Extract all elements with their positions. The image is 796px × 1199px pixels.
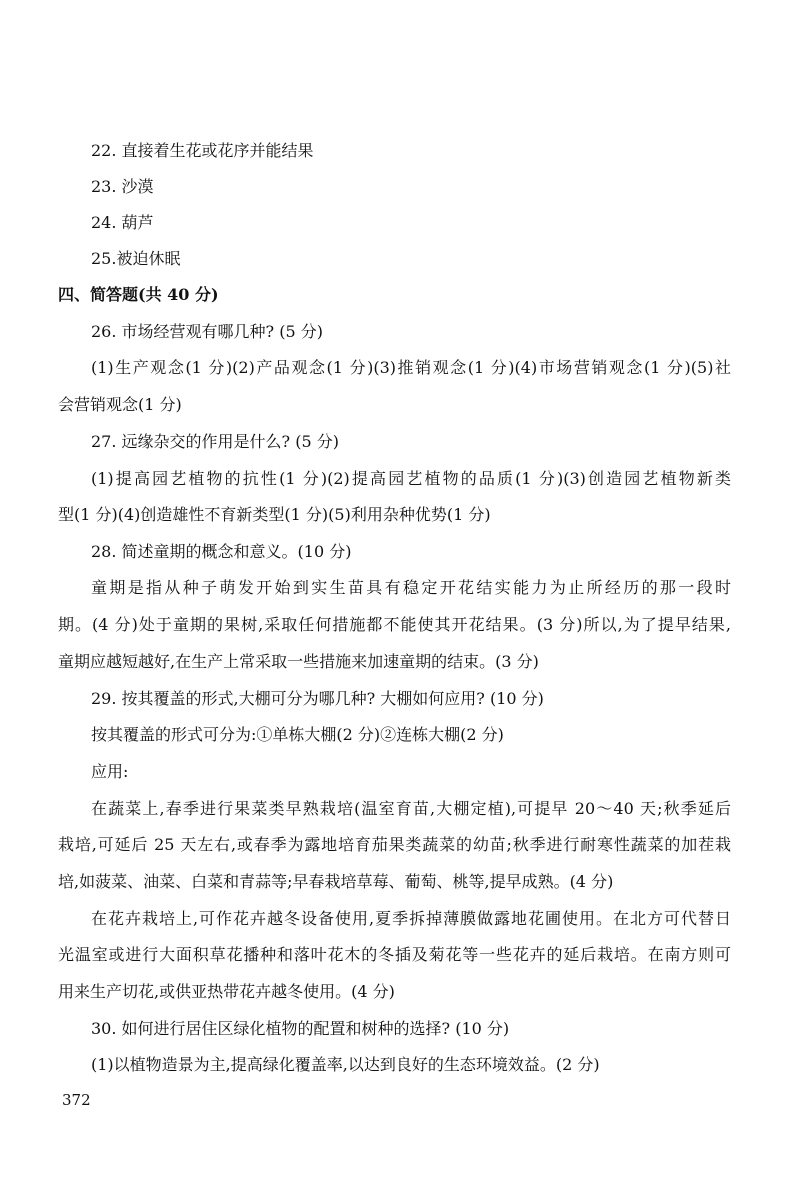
q28-answer-line: 童期是指从种子萌发开始到实生苗具有稳定开花结实能力为止所经历的那一段时 xyxy=(91,578,731,597)
q26-question: 26. 市场经营观有哪几种? (5 分) xyxy=(91,322,323,341)
answer-item-24: 24. 葫芦 xyxy=(91,213,154,232)
q29-para2-line: 在花卉栽培上,可作花卉越冬设备使用,夏季拆掉薄膜做露地花圃使用。在北方可代替日 xyxy=(91,909,731,928)
q27-question: 27. 远缘杂交的作用是什么? (5 分) xyxy=(91,432,339,451)
q29-answer-intro: 按其覆盖的形式可分为:①单栋大棚(2 分)②连栋大棚(2 分) xyxy=(91,725,504,744)
section-heading: 四、简答题(共 40 分) xyxy=(58,285,219,304)
q29-para2-line: 光温室或进行大面积草花播种和落叶花木的冬插及菊花等一些花卉的延后栽培。在南方则可 xyxy=(58,945,731,964)
q27-answer-line: 型(1 分)(4)创造雄性不育新类型(1 分)(5)利用杂种优势(1 分) xyxy=(58,505,491,524)
q30-question: 30. 如何进行居住区绿化植物的配置和树种的选择? (10 分) xyxy=(91,1019,510,1038)
page-number: 372 xyxy=(62,1091,91,1109)
q29-para1-line: 培,如菠菜、油菜、白菜和青蒜等;早春栽培草莓、葡萄、桃等,提早成熟。(4 分) xyxy=(58,872,614,891)
answer-item-23: 23. 沙漠 xyxy=(91,177,154,196)
answer-item-22: 22. 直接着生花或花序并能结果 xyxy=(91,141,314,160)
q28-answer-line: 期。(4 分)处于童期的果树,采取任何措施都不能使其开花结果。(3 分)所以,为了提早结果, xyxy=(58,615,731,634)
q28-answer-line: 童期应越短越好,在生产上常采取一些措施来加速童期的结束。(3 分) xyxy=(58,652,539,671)
q28-question: 28. 简述童期的概念和意义。(10 分) xyxy=(91,542,352,561)
q29-usage-label: 应用: xyxy=(91,762,129,781)
q30-answer-line: (1)以植物造景为主,提高绿化覆盖率,以达到良好的生态环境效益。(2 分) xyxy=(91,1055,600,1074)
q26-answer-line: (1)生产观念(1 分)(2)产品观念(1 分)(3)推销观念(1 分)(4)市场营销观念(1 分)(5)社 xyxy=(91,358,731,377)
q29-question: 29. 按其覆盖的形式,大棚可分为哪几种? 大棚如何应用? (10 分) xyxy=(91,689,544,708)
q27-answer-line: (1)提高园艺植物的抗性(1 分)(2)提高园艺植物的品质(1 分)(3)创造园艺植物新类 xyxy=(91,469,731,488)
q29-para1-line: 在蔬菜上,春季进行果菜类早熟栽培(温室育苗,大棚定植),可提早 20～40 天;秋季延后 xyxy=(91,799,731,818)
q29-para1-line: 栽培,可延后 25 天左右,或春季为露地培育茄果类蔬菜的幼苗;秋季进行耐寒性蔬菜的加茬栽 xyxy=(58,835,731,854)
answer-item-25: 25.被迫休眠 xyxy=(91,249,181,268)
q29-para2-line: 用来生产切花,或供亚热带花卉越冬使用。(4 分) xyxy=(58,982,395,1001)
q26-answer-line: 会营销观念(1 分) xyxy=(58,395,182,414)
